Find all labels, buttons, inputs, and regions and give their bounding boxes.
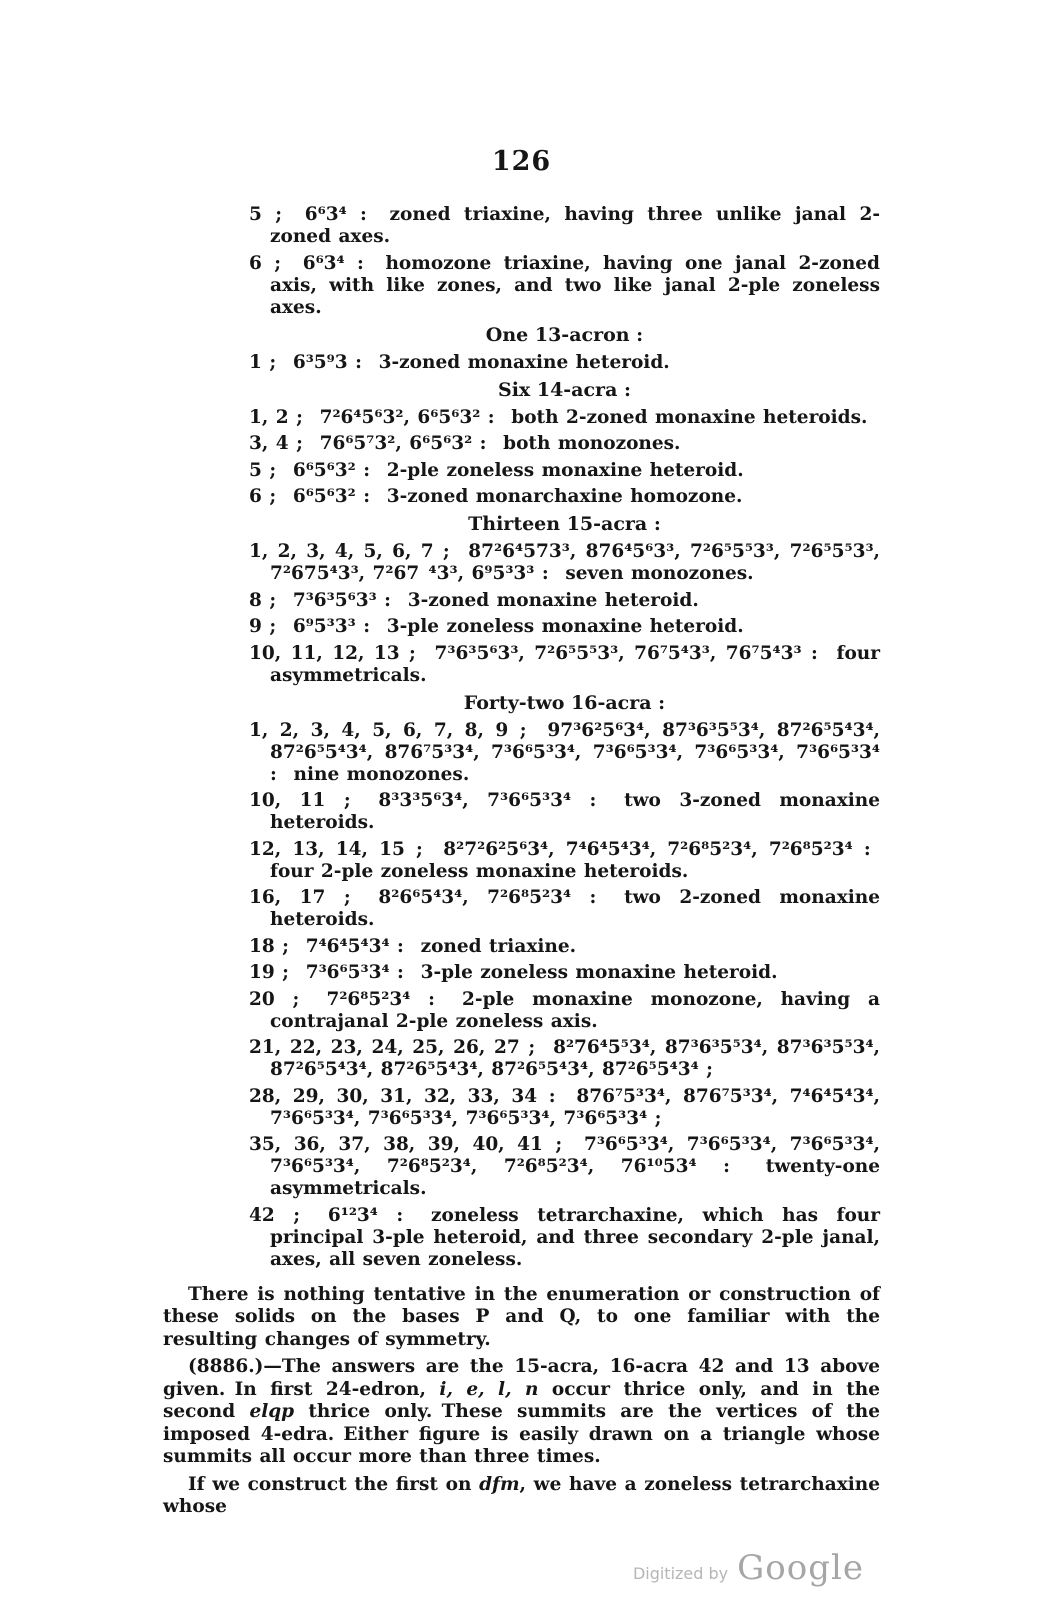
list-item: 3, 4 ; 76⁶5⁷3², 6⁶5⁶3² : both monozones. bbox=[249, 433, 681, 454]
list-item: 6 ; 6⁶5⁶3² : 3-zoned monarchaxine homozone. bbox=[249, 486, 743, 507]
digitized-by-label: Digitized by bbox=[632, 1564, 729, 1583]
list-item: 18 ; 7⁴6⁴5⁴3⁴ : zoned triaxine. bbox=[249, 935, 577, 957]
section-heading: One 13-acron : bbox=[485, 323, 644, 346]
text-run: If we construct the first on bbox=[188, 1473, 480, 1495]
google-logo: Google bbox=[737, 1548, 864, 1588]
enumeration-list bbox=[249, 204, 880, 1271]
list-item: 6 ; 6⁶3⁴ : homozone triaxine, having one janal 2-zoned axis, with like zones, and two like janal 2-ple zoneless axes. bbox=[249, 252, 880, 318]
list-item: 8 ; 7³6³5⁶3³ : 3-zoned monaxine heteroid. bbox=[249, 589, 699, 611]
google-watermark bbox=[633, 1548, 864, 1588]
list-item: 28, 29, 30, 31, 32, 33, 34 : 876⁷5³3⁴, 876⁷5³3⁴, 7⁴6⁴5⁴3⁴, 7³6⁶5³3⁴, 7³6⁶5³3⁴, 7³6⁶5³3⁴, 7³6⁶5³3⁴ ; bbox=[249, 1085, 880, 1129]
section-heading: Six 14-acra : bbox=[497, 378, 632, 401]
body-paragraphs bbox=[163, 1284, 880, 1519]
page-number: 126 bbox=[491, 146, 552, 177]
text-run: (8886.)—The answers are the 15-acra, 16-acra 42 and 13 above given. In first 24-edron, bbox=[163, 1356, 880, 1400]
italic-text-run: i, e, l, n bbox=[439, 1378, 539, 1400]
page-content bbox=[163, 204, 880, 1519]
list-item: 5 ; 6⁶5⁶3² : 2-ple zoneless monaxine heteroid. bbox=[249, 459, 744, 481]
list-item: 1 ; 6³5⁹3 : 3-zoned monaxine heteroid. bbox=[249, 351, 670, 373]
list-item: 9 ; 6⁹5³3³ : 3-ple zoneless monaxine heteroid. bbox=[249, 616, 744, 637]
paragraph bbox=[163, 1356, 880, 1469]
list-item: 5 ; 6⁶3⁴ : zoned triaxine, having three unlike janal 2-zoned axes. bbox=[249, 204, 880, 247]
italic-text-run: dfm bbox=[479, 1473, 520, 1495]
list-item: 19 ; 7³6⁶5³3⁴ : 3-ple zoneless monaxine heteroid. bbox=[249, 962, 778, 983]
list-item: 10, 11 ; 8³3³5⁶3⁴, 7³6⁶5³3⁴ : two 3-zoned monaxine heteroids. bbox=[249, 790, 880, 833]
paragraph bbox=[163, 1474, 880, 1519]
list-item: 1, 2 ; 7²6⁴5⁶3², 6⁶5⁶3² : both 2-zoned monaxine heteroids. bbox=[249, 406, 868, 428]
text-run: There is nothing tentative in the enumeration or construction of these solids on the bases P and Q, to one familiar with the resulting changes of symmetry. bbox=[163, 1283, 880, 1350]
paragraph bbox=[163, 1284, 880, 1352]
section-heading: Thirteen 15-acra : bbox=[468, 513, 661, 535]
section-heading: Forty-two 16-acra : bbox=[463, 691, 666, 714]
text-run: occur thrice only, and in the second bbox=[163, 1378, 880, 1422]
list-item: 1, 2, 3, 4, 5, 6, 7 ; 87²6⁴573³, 876⁴5⁶3³, 7²6⁵5⁵3³, 7²6⁵5⁵3³, 7²675⁴3³, 7²67 ⁴3³, 6⁹5³3³ : seven monozones. bbox=[249, 541, 880, 584]
list-item: 35, 36, 37, 38, 39, 40, 41 ; 7³6⁶5³3⁴, 7³6⁶5³3⁴, 7³6⁶5³3⁴, 7³6⁶5³3⁴, 7²6⁸5²3⁴, 7²6⁸5²3⁴, 76¹⁰53⁴ : twenty-one asymmetricals. bbox=[249, 1134, 880, 1199]
list-item: 12, 13, 14, 15 ; 8²7²6²5⁶3⁴, 7⁴6⁴5⁴3⁴, 7²6⁸5²3⁴, 7²6⁸5²3⁴ : four 2-ple zoneless monaxine heteroids. bbox=[249, 838, 880, 882]
list-item: 16, 17 ; 8²6⁶5⁴3⁴, 7²6⁸5²3⁴ : two 2-zoned monaxine heteroids. bbox=[249, 887, 880, 930]
list-item: 42 ; 6¹²3⁴ : zoneless tetrarchaxine, which has four principal 3-ple heteroid, and three secondary 2-ple janal, axes, all seven zoneless. bbox=[249, 1204, 880, 1270]
text-run: thrice only. These summits are the vertices of the imposed 4-edra. Either figure is easily drawn on a triangle whose summits all occur more than three times. bbox=[163, 1401, 880, 1467]
list-item: 10, 11, 12, 13 ; 7³6³5⁶3³, 7²6⁵5⁵3³, 76⁷5⁴3³, 76⁷5⁴3³ : four asymmetricals. bbox=[249, 642, 880, 686]
list-item: 20 ; 7²6⁸5²3⁴ : 2-ple monaxine monozone, having a contrajanal 2-ple zoneless axis. bbox=[249, 988, 880, 1032]
text-run: , we have a zoneless tetrarchaxine whose bbox=[163, 1473, 880, 1517]
list-item: 21, 22, 23, 24, 25, 26, 27 ; 8²76⁴5⁵3⁴, 87³6³5⁵3⁴, 87³6³5⁵3⁴, 87²6⁵5⁴3⁴, 87²6⁵5⁴3⁴, 87²6⁵5⁴3⁴, 87²6⁵5⁴3⁴ ; bbox=[249, 1037, 880, 1080]
list-item: 1, 2, 3, 4, 5, 6, 7, 8, 9 ; 97³6²5⁶3⁴, 87³6³5⁵3⁴, 87²6⁵5⁴3⁴, 87²6⁵5⁴3⁴, 876⁷5³3⁴, 7³6⁶5³3⁴, 7³6⁶5³3⁴, 7³6⁶5³3⁴, 7³6⁶5³3⁴ : nine monozones. bbox=[249, 719, 880, 785]
italic-text-run: elqp bbox=[249, 1401, 295, 1422]
